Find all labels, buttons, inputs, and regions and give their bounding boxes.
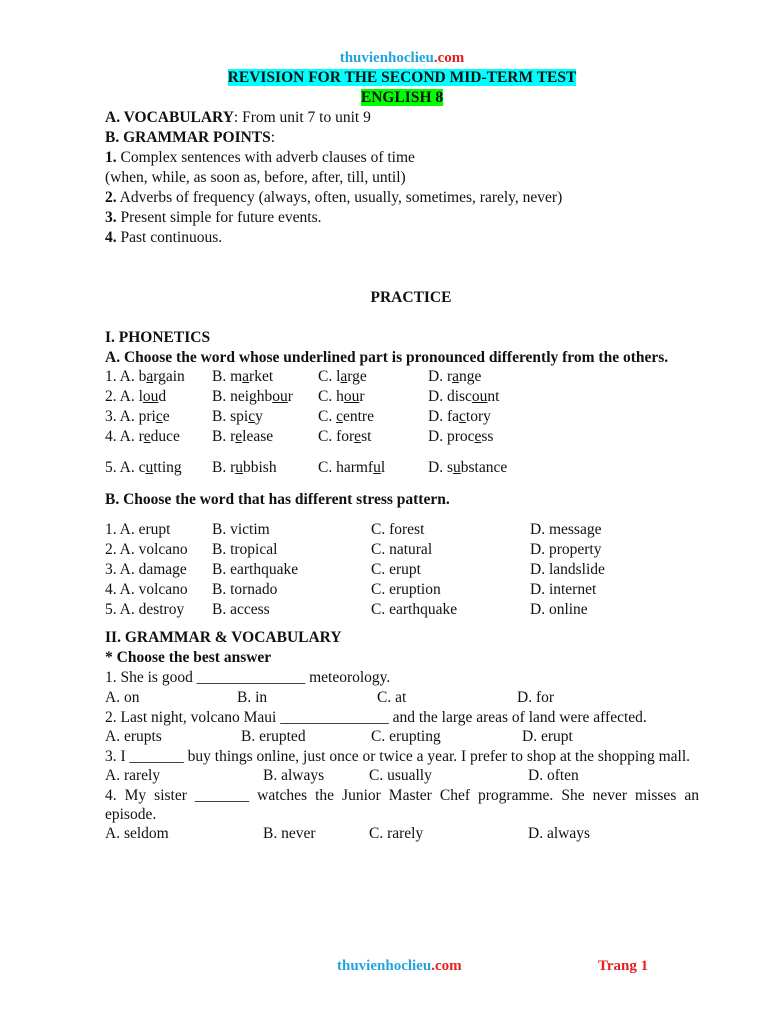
underlined-part: u bbox=[235, 459, 243, 476]
answer-option bbox=[318, 407, 374, 427]
answer-option: C. erupt bbox=[371, 561, 421, 578]
option-text: nge bbox=[459, 368, 482, 385]
option-text: C. harmf bbox=[318, 459, 374, 476]
answer-option bbox=[318, 367, 367, 387]
underlined-part: e bbox=[354, 428, 362, 445]
answer-option bbox=[428, 427, 493, 447]
option-text: bbish bbox=[243, 459, 277, 476]
answer-option bbox=[428, 387, 499, 407]
answer-option bbox=[105, 387, 166, 407]
answer-option: B. tropical bbox=[212, 541, 278, 558]
title-line-2: ENGLISH 8 bbox=[360, 89, 444, 106]
grammar-point: 1. Complex sentences with adverb clauses of time bbox=[105, 149, 415, 166]
answer-option[interactable]: C. erupting bbox=[371, 728, 441, 745]
options-row bbox=[105, 824, 699, 844]
options-row bbox=[105, 766, 699, 786]
answer-option[interactable]: B. never bbox=[263, 825, 316, 842]
answer-option: D. property bbox=[530, 541, 602, 558]
phonetics-heading: I. PHONETICS bbox=[105, 329, 211, 346]
answer-option[interactable]: B. in bbox=[237, 689, 268, 706]
answer-option: 1. A. erupt bbox=[105, 521, 171, 538]
option-text: lease bbox=[242, 428, 274, 445]
answer-option[interactable]: B. erupted bbox=[241, 728, 306, 745]
stress-row bbox=[105, 580, 699, 600]
pronunciation-row bbox=[105, 367, 699, 387]
answer-option: 5. A. destroy bbox=[105, 601, 185, 618]
option-text: C. l bbox=[318, 368, 341, 385]
stress-row bbox=[105, 600, 699, 620]
practice-heading: PRACTICE bbox=[370, 289, 452, 306]
title-line-1: REVISION FOR THE SECOND MID-TERM TEST bbox=[227, 69, 577, 86]
brand-tld: .com bbox=[433, 50, 465, 66]
stress-list bbox=[105, 520, 699, 620]
footer-brand[interactable] bbox=[337, 956, 462, 976]
grammar-point: 4. Past continuous. bbox=[105, 229, 223, 246]
option-text: D. proc bbox=[428, 428, 475, 445]
answer-option bbox=[212, 407, 263, 427]
option-text: e bbox=[162, 408, 170, 425]
answer-option: D. internet bbox=[530, 581, 597, 598]
answer-option bbox=[212, 458, 277, 478]
answer-option bbox=[212, 367, 273, 387]
vocabulary-line: A. VOCABULARY: From unit 7 to unit 9 bbox=[105, 109, 371, 126]
answer-option: B. access bbox=[212, 601, 270, 618]
underlined-part: u bbox=[145, 459, 154, 476]
answer-option[interactable]: C. at bbox=[377, 689, 407, 706]
option-text: B. m bbox=[212, 368, 243, 385]
document-page bbox=[105, 48, 699, 844]
answer-option bbox=[318, 387, 365, 407]
option-text: B. r bbox=[212, 428, 236, 445]
answer-option bbox=[428, 367, 481, 387]
option-text: D. r bbox=[428, 368, 453, 385]
answer-option bbox=[105, 458, 182, 478]
option-text: tting bbox=[153, 459, 182, 476]
pronunciation-list bbox=[105, 367, 699, 478]
option-text: 5. A. c bbox=[105, 459, 146, 476]
underlined-part: c bbox=[459, 408, 466, 425]
question-text: 4. My sister _______ watches the Junior Master Chef programme. She never misses an episode. bbox=[105, 787, 699, 823]
answer-option bbox=[318, 427, 371, 447]
answer-option[interactable]: D. always bbox=[528, 825, 590, 842]
answer-option[interactable]: A. rarely bbox=[105, 767, 161, 784]
answer-option: D. message bbox=[530, 521, 602, 538]
answer-option: B. tornado bbox=[212, 581, 278, 598]
option-text: B. r bbox=[212, 459, 236, 476]
answer-option[interactable]: B. always bbox=[263, 767, 325, 784]
option-text: bstance bbox=[460, 459, 508, 476]
answer-option[interactable]: D. erupt bbox=[522, 728, 573, 745]
grammar-points-line: B. GRAMMAR POINTS: bbox=[105, 129, 276, 146]
answer-option bbox=[212, 387, 293, 407]
underlined-part: u bbox=[452, 459, 461, 476]
answer-option[interactable]: A. on bbox=[105, 689, 140, 706]
options-row bbox=[105, 688, 699, 708]
option-text: r bbox=[287, 388, 293, 405]
underlined-part: a bbox=[340, 368, 348, 385]
underlined-part: e bbox=[474, 428, 482, 445]
stress-row bbox=[105, 560, 699, 580]
stress-row bbox=[105, 540, 699, 560]
grammar-point: (when, while, as soon as, before, after, till, until) bbox=[105, 169, 406, 186]
underlined-part: a bbox=[146, 368, 154, 385]
answer-option bbox=[212, 427, 273, 447]
option-text: D. fa bbox=[428, 408, 459, 425]
options-row bbox=[105, 727, 699, 747]
answer-option: 3. A. damage bbox=[105, 561, 187, 578]
answer-option bbox=[105, 407, 170, 427]
grammar-point: 2. Adverbs of frequency (always, often, usually, sometimes, rarely, never) bbox=[105, 189, 563, 206]
option-text: 1. A. b bbox=[105, 368, 147, 385]
underlined-part: u bbox=[373, 459, 381, 476]
answer-option bbox=[105, 427, 180, 447]
answer-option: C. natural bbox=[371, 541, 433, 558]
option-text: l bbox=[380, 459, 386, 476]
grammar-heading: II. GRAMMAR & VOCABULARY bbox=[105, 629, 342, 646]
question-text: 3. I _______ buy things online, just once or twice a year. I prefer to shop at the shopping mall. bbox=[105, 748, 691, 765]
answer-option[interactable]: C. rarely bbox=[369, 825, 424, 842]
option-text: ss bbox=[481, 428, 494, 445]
option-text: D. s bbox=[428, 459, 453, 476]
option-text: D. disc bbox=[428, 388, 472, 405]
option-text: B. neighb bbox=[212, 388, 273, 405]
stress-row bbox=[105, 520, 699, 540]
underlined-part: c bbox=[248, 408, 256, 425]
grammar-point: 3. Present simple for future events. bbox=[105, 209, 322, 226]
brand-name: thuvienhoclieu bbox=[339, 50, 434, 66]
pronunciation-row bbox=[105, 387, 699, 407]
option-text: rgain bbox=[153, 368, 185, 385]
underlined-part: a bbox=[452, 368, 459, 385]
answer-option bbox=[428, 407, 491, 427]
answer-option: B. earthquake bbox=[212, 561, 299, 578]
underlined-part: ou bbox=[272, 388, 288, 405]
option-text: rge bbox=[347, 368, 367, 385]
answer-option[interactable]: C. usually bbox=[369, 767, 432, 784]
underlined-part: ou bbox=[142, 388, 159, 405]
answer-option[interactable]: D. for bbox=[517, 689, 555, 706]
answer-option bbox=[428, 458, 507, 478]
answer-option: D. landslide bbox=[530, 561, 605, 578]
option-text: duce bbox=[150, 428, 180, 445]
option-text: C. for bbox=[318, 428, 355, 445]
answer-option: 4. A. volcano bbox=[105, 581, 188, 598]
underlined-part: c bbox=[336, 408, 343, 425]
answer-option: C. forest bbox=[371, 521, 425, 538]
question-list bbox=[105, 668, 699, 844]
underlined-part: c bbox=[155, 408, 163, 425]
answer-option[interactable]: A. seldom bbox=[105, 825, 169, 842]
answer-option[interactable]: A. erupts bbox=[105, 728, 162, 745]
option-text: tory bbox=[465, 408, 491, 425]
option-text: nt bbox=[487, 388, 500, 405]
option-text: B. spi bbox=[212, 408, 249, 425]
grammar-subheading: * Choose the best answer bbox=[105, 649, 272, 666]
underlined-part: ou bbox=[343, 388, 360, 405]
answer-option[interactable]: D. often bbox=[528, 767, 579, 784]
option-text: 3. A. pri bbox=[105, 408, 156, 425]
header-brand[interactable] bbox=[105, 48, 699, 68]
pronunciation-row bbox=[105, 458, 699, 478]
underlined-part: ou bbox=[471, 388, 488, 405]
option-text: 4. A. r bbox=[105, 428, 144, 445]
option-text: d bbox=[158, 388, 167, 405]
option-text: C. h bbox=[318, 388, 344, 405]
option-text: entre bbox=[342, 408, 374, 425]
question-text: 1. She is good ______________ meteorology. bbox=[105, 669, 391, 686]
phonetics-part-a: A. Choose the word whose underlined part is pronounced differently from the others. bbox=[105, 349, 669, 366]
answer-option: C. earthquake bbox=[371, 601, 458, 618]
question-text: 2. Last night, volcano Maui ______________ and the large areas of land were affected. bbox=[105, 709, 647, 726]
answer-option: B. victim bbox=[212, 521, 270, 538]
pronunciation-row bbox=[105, 427, 699, 447]
answer-option bbox=[318, 458, 385, 478]
pronunciation-row bbox=[105, 407, 699, 427]
footer-brand-tld: .com bbox=[431, 958, 462, 974]
answer-option: C. eruption bbox=[371, 581, 441, 598]
option-text: y bbox=[255, 408, 263, 425]
stress-instruction: B. Choose the word that has different stress pattern. bbox=[105, 491, 450, 508]
answer-option: D. online bbox=[530, 601, 588, 618]
option-text: C. bbox=[318, 408, 337, 425]
option-text: r bbox=[359, 388, 365, 405]
option-text: st bbox=[361, 428, 372, 445]
underlined-part: e bbox=[235, 428, 243, 445]
answer-option: 2. A. volcano bbox=[105, 541, 188, 558]
page-number: Trang 1 bbox=[598, 958, 649, 974]
answer-option bbox=[105, 367, 185, 387]
underlined-part: e bbox=[143, 428, 151, 445]
footer-brand-name: thuvienhoclieu bbox=[337, 958, 432, 974]
underlined-part: a bbox=[242, 368, 250, 385]
option-text: rket bbox=[249, 368, 274, 385]
option-text: 2. A. l bbox=[105, 388, 143, 405]
